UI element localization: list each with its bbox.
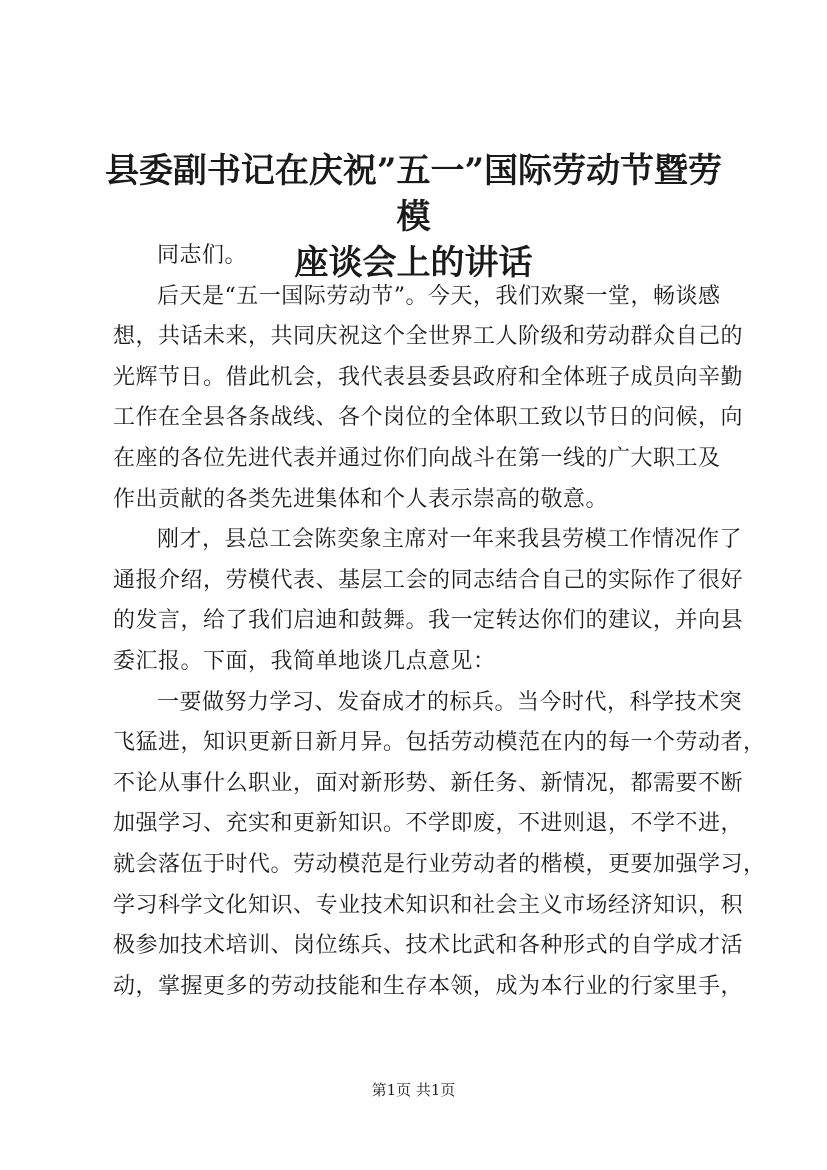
document-body [113, 236, 766, 1007]
text-line: 动，掌握更多的劳动技能和生存本领，成为本行业的行家里手， [113, 973, 744, 999]
text-line: 一要做努力学习、发奋成才的标兵。当今时代，科学技术突 [157, 689, 743, 715]
text-line: 在座的各位先进代表并通过你们向战斗在第一线的广大职工及 [113, 445, 721, 471]
text-line: 就会落伍于时代。劳动模范是行业劳动者的楷模，更要加强学习， [113, 851, 766, 877]
title-line-2: 座谈会上的讲话 [294, 243, 533, 283]
text-line: 光辉节日。借此机会，我代表县委县政府和全体班子成员向辛勤 [113, 364, 744, 390]
text-line: 后天是“五一国际劳动节”。今天，我们欢聚一堂，畅谈感 [157, 283, 721, 309]
title-line-1: 县委副书记在庆祝”五一”国际劳动节暨劳模 [104, 151, 723, 237]
text-line: 的发言，给了我们启迪和鼓舞。我一定转达你们的建议，并向县 [113, 608, 744, 634]
text-line: 工作在全县各条战线、各个岗位的全体职工致以节日的问候，向 [113, 405, 744, 431]
page-footer: 第1页 共1页 [371, 1081, 456, 1099]
text-line: 不论从事什么职业，面对新形势、新任务、新情况，都需要不断 [113, 770, 744, 796]
text-line: 学习科学文化知识、专业技术知识和社会主义市场经济知识，积 [113, 892, 744, 918]
text-line: 想，共话未来，共同庆祝这个全世界工人阶级和劳动群众自己的 [113, 324, 744, 350]
text-line: 刚才，县总工会陈奕象主席对一年来我县劳模工作情况作了 [157, 527, 743, 553]
text-line: 通报介绍，劳模代表、基层工会的同志结合自己的实际作了很好 [113, 567, 744, 593]
text-line: 加强学习、充实和更新知识。不学即废，不进则退，不学不进， [113, 811, 744, 837]
text-line: 作出贡献的各类先进集体和个人表示崇高的敬意。 [113, 486, 609, 512]
text-line: 委汇报。下面，我简单地谈几点意见： [113, 648, 496, 674]
text-line: 飞猛进，知识更新日新月异。包括劳动模范在内的每一个劳动者， [113, 730, 766, 756]
text-line: 极参加技术培训、岗位练兵、技术比武和各种形式的自学成才活 [113, 933, 744, 959]
text-line: 同志们。 [157, 243, 248, 268]
